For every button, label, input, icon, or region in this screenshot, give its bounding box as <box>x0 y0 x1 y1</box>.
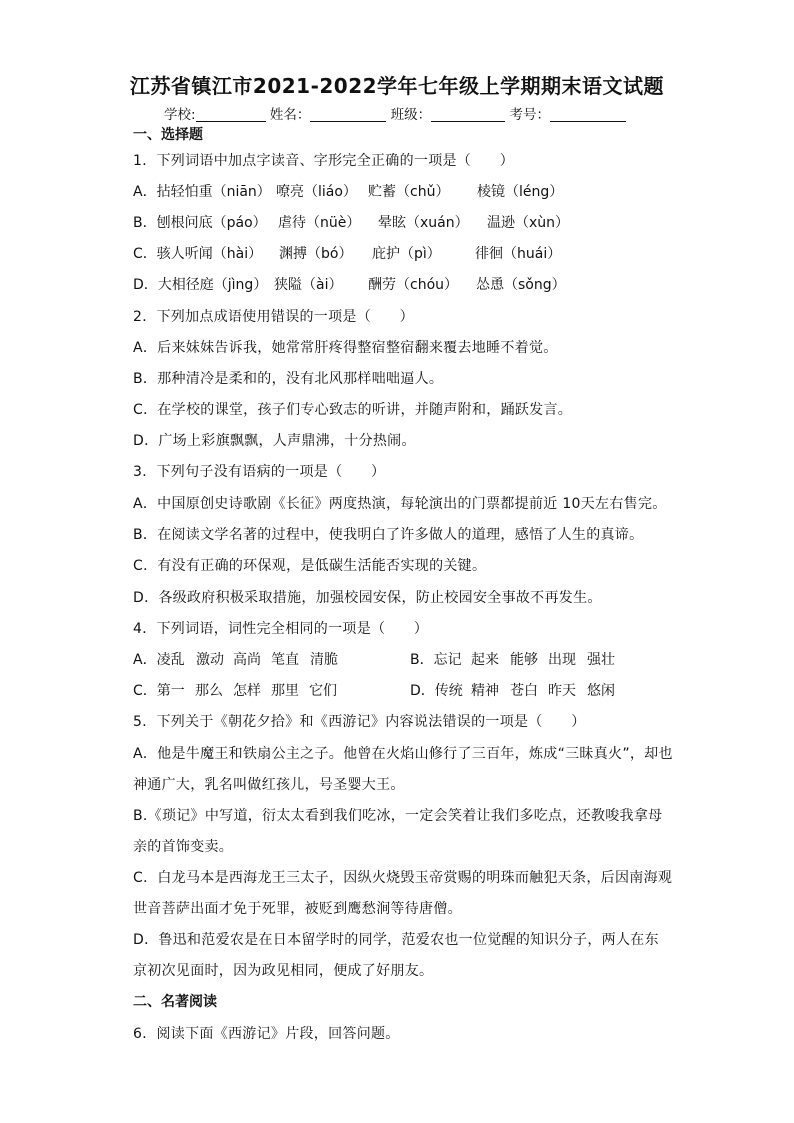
option-text: A．后来妹妹告诉我，她常常肝疼得整宿整宿翻来覆去地睡不着觉。 <box>133 340 558 356</box>
option-text: 京初次见面时，因为政见相同，便成了好朋友。 <box>133 963 434 979</box>
option-label: A．凌乱 <box>133 652 185 668</box>
option-word: 它们 <box>309 683 337 699</box>
option-text: 亲的首饰变卖。 <box>133 839 234 855</box>
option-label: C．第一 <box>133 683 185 699</box>
option-word: 昨天 <box>548 683 576 699</box>
option-label: B．刨根问底（páo） <box>133 215 267 231</box>
school-blank[interactable] <box>196 107 266 122</box>
option-word: 高尚 <box>233 652 261 668</box>
option-word: 晕眩（xuán） <box>378 215 469 231</box>
school-label: 学校: <box>164 107 196 123</box>
option-label: D．大相径庭（jìng） <box>133 277 268 293</box>
section-heading: 二、名著阅读 <box>133 994 217 1010</box>
option-word: 狭隘（ài） <box>274 277 343 293</box>
option-word: 棱镜（léng） <box>477 184 564 200</box>
option-text: B.《琐记》中写道，衍太太看到我们吃冰，一定会笑着让我们多吃点，还教唆我拿母 <box>133 808 663 824</box>
option-word: 出现 <box>548 652 576 668</box>
option-label: B．忘记 <box>410 652 462 668</box>
option-text: A．中国原创史诗歌剧《长征》两度热演，每轮演出的门票都提前近 10天左右售完。 <box>133 496 667 512</box>
option-word: 那么 <box>195 683 223 699</box>
option-word: 怂恿（sǒng） <box>476 277 566 293</box>
question-stem: 1．下列词语中加点字读音、字形完全正确的一项是（ ） <box>133 153 515 169</box>
question-stem: 5．下列关于《朝花夕拾》和《西游记》内容说法错误的一项是（ ） <box>133 714 586 730</box>
option-text: 神通广大，乳名叫做红孩儿，号圣婴大王。 <box>133 777 405 793</box>
page-title: 江苏省镇江市2021-2022学年七年级上学期期末语文试题 <box>129 74 665 98</box>
option-word: 庇护（pì） <box>372 246 441 262</box>
option-word: 嘹亮（liáo） <box>276 184 357 200</box>
option-text: C．在学校的课堂，孩子们专心致志的听讲，并随声附和，踊跃发言。 <box>133 402 573 418</box>
option-text: B．在阅读文学名著的过程中，使我明白了许多做人的道理，感悟了人生的真谛。 <box>133 527 644 543</box>
student-info-line <box>164 103 626 123</box>
question-stem: 6．阅读下面《西游记》片段，回答问题。 <box>133 1026 400 1042</box>
option-label: A．拈轻怕重（niān） <box>133 184 271 200</box>
option-word: 起来 <box>471 652 499 668</box>
option-label: D．传统 <box>410 683 463 699</box>
question-stem: 4．下列词语，词性完全相同的一项是（ ） <box>133 621 429 637</box>
option-word: 悠闲 <box>587 683 615 699</box>
option-word: 激动 <box>196 652 224 668</box>
class-label: 班级： <box>390 107 432 123</box>
option-word: 徘徊（huái） <box>475 246 562 262</box>
option-word: 强壮 <box>587 652 615 668</box>
option-word: 笔直 <box>271 652 299 668</box>
class-blank[interactable] <box>431 107 505 122</box>
option-word: 能够 <box>510 652 538 668</box>
option-word: 温逊（xùn） <box>487 215 570 231</box>
option-text: D．鲁迅和范爱农是在日本留学时的同学，范爱农也一位觉醒的知识分子，两人在东 <box>133 932 659 948</box>
exam-no-label: 考号： <box>509 107 550 123</box>
option-text: A．他是牛魔王和铁扇公主之子。他曾在火焰山修行了三百年，炼成“三昧真火”，却也 <box>133 746 673 762</box>
option-text: D．广场上彩旗飘飘，人声鼎沸，十分热闹。 <box>133 433 416 449</box>
option-text: B．那种清冷是柔和的，没有北风那样咄咄逼人。 <box>133 371 444 387</box>
option-word: 虐待（nüè） <box>278 215 361 231</box>
option-word: 酬劳（chóu） <box>368 277 459 293</box>
name-label: 姓名： <box>269 107 311 123</box>
name-blank[interactable] <box>310 107 386 122</box>
option-word: 精神 <box>471 683 499 699</box>
option-word: 清脆 <box>310 652 338 668</box>
question-stem: 3．下列句子没有语病的一项是（ ） <box>133 464 386 480</box>
option-label: C．骇人听闻（hài） <box>133 246 263 262</box>
option-text: 世音菩萨出面才免于死罪，被贬到鹰愁涧等待唐僧。 <box>133 901 462 917</box>
option-text: C．白龙马本是西海龙王三太子，因纵火烧毁玉帝赏赐的明珠而触犯天条，后因南海观 <box>133 870 673 886</box>
option-word: 怎样 <box>233 683 261 699</box>
option-word: 苍白 <box>510 683 538 699</box>
option-word: 渊搏（bó） <box>279 246 353 262</box>
exam-no-blank[interactable] <box>550 107 626 122</box>
option-text: C．有没有正确的环保观，是低碳生活能否实现的关键。 <box>133 558 487 574</box>
question-stem: 2．下列加点成语使用错误的一项是（ ） <box>133 309 414 325</box>
option-word: 那里 <box>271 683 299 699</box>
option-word: 贮蓄（chǔ） <box>368 184 450 200</box>
section-heading: 一、选择题 <box>133 127 203 143</box>
option-text: D．各级政府积极采取措施，加强校园安保，防止校园安全事故不再发生。 <box>133 590 602 606</box>
